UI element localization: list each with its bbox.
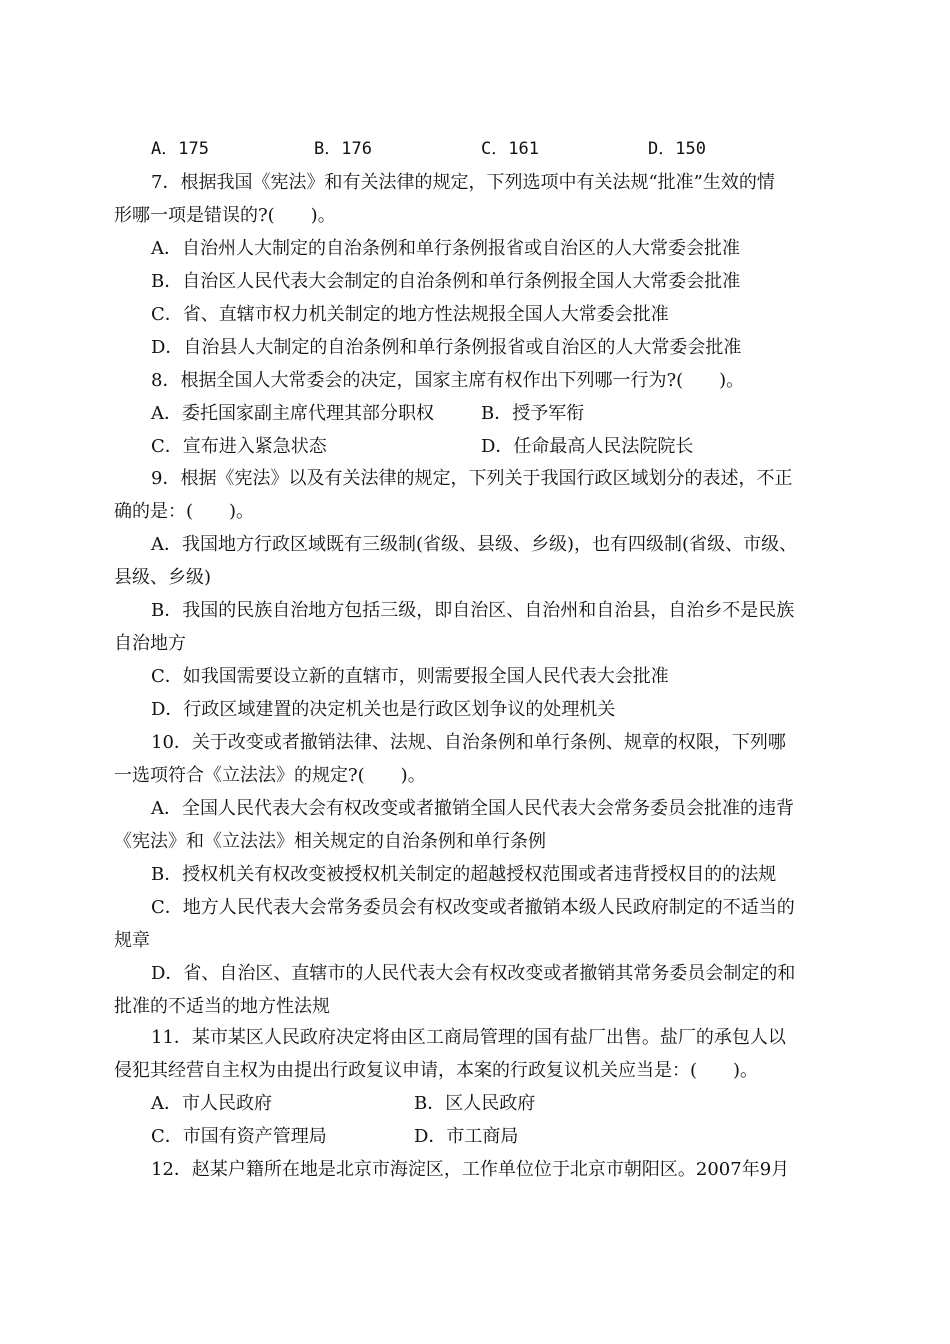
q6-options xyxy=(0,133,950,166)
q10-question-line-2: 一选项符合《立法法》的规定?( )。 xyxy=(114,765,426,786)
q9-option-a-line-1: A．我国地方行政区域既有三级制(省级、县级、乡级)，也有四级制(省级、市级、 xyxy=(151,534,798,555)
q10-option-a-line-1: A．全国人民代表大会有权改变或者撤销全国人民代表大会常务委员会批准的违背 xyxy=(151,798,794,819)
q7-question-line-2: 形哪一项是错误的?( )。 xyxy=(114,205,336,226)
q11-option-c: C．市国有资产管理局 xyxy=(151,1126,327,1147)
q8-option-a: A．委托国家副主席代理其部分职权 xyxy=(151,403,434,424)
q11-options-row-1 xyxy=(0,1087,950,1120)
q10-option-c-line-2: 规章 xyxy=(114,930,150,951)
q10-option-d-line-2: 批准的不适当的地方性法规 xyxy=(114,996,330,1017)
q8-option-b: B．授予军衔 xyxy=(481,403,585,424)
q11-question-line-1: 11．某市某区人民政府决定将由区工商局管理的国有盐厂出售。盐厂的承包人以 xyxy=(151,1027,786,1048)
q10-question-line-1: 10．关于改变或者撤销法律、法规、自治条例和单行条例、规章的权限，下列哪 xyxy=(151,732,786,753)
q8-option-d: D．任命最高人民法院院长 xyxy=(481,436,694,457)
q11-options-row-2 xyxy=(0,1120,950,1153)
q10-option-d-line-1: D．省、自治区、直辖市的人民代表大会有权改变或者撤销其常务委员会制定的和 xyxy=(151,963,796,984)
q10-option-b: B．授权机关有权改变被授权机关制定的超越授权范围或者违背授权目的的法规 xyxy=(151,864,777,885)
q9-option-a-line-2: 县级、乡级) xyxy=(114,567,212,588)
q11-option-b: B．区人民政府 xyxy=(414,1093,536,1114)
q8-option-c: C．宣布进入紧急状态 xyxy=(151,436,327,457)
q7-option-c: C．省、直辖市权力机关制定的地方性法规报全国人大常委会批准 xyxy=(151,304,669,325)
q8-question-line-1: 8．根据全国人大常委会的决定，国家主席有权作出下列哪一行为?( )。 xyxy=(151,370,745,391)
q8-options-row-2 xyxy=(0,430,950,463)
q6-option-a: A．175 xyxy=(151,139,209,159)
q9-question-line-2: 确的是：( )。 xyxy=(114,501,255,522)
q9-option-b-line-2: 自治地方 xyxy=(114,633,186,654)
q9-option-b-line-1: B．我国的民族自治地方包括三级，即自治区、自治州和自治县，自治乡不是民族 xyxy=(151,600,795,621)
q9-option-d: D．行政区域建置的决定机关也是行政区划争议的处理机关 xyxy=(151,699,616,720)
q9-option-c: C．如我国需要设立新的直辖市，则需要报全国人民代表大会批准 xyxy=(151,666,669,687)
q7-option-d: D．自治县人大制定的自治条例和单行条例报省或自治区的人大常委会批准 xyxy=(151,337,742,358)
q10-option-c-line-1: C．地方人民代表大会常务委员会有权改变或者撤销本级人民政府制定的不适当的 xyxy=(151,897,795,918)
q7-option-a: A．自治州人大制定的自治条例和单行条例报省或自治区的人大常委会批准 xyxy=(151,238,740,259)
q11-option-a: A．市人民政府 xyxy=(151,1093,272,1114)
q11-option-d: D．市工商局 xyxy=(414,1126,519,1147)
q6-option-d: D．150 xyxy=(648,139,706,159)
q10-option-a-line-2: 《宪法》和《立法法》相关规定的自治条例和单行条例 xyxy=(114,831,546,852)
q7-option-b: B．自治区人民代表大会制定的自治条例和单行条例报全国人大常委会批准 xyxy=(151,271,741,292)
q8-options-row-1 xyxy=(0,397,950,430)
q6-option-c: C．161 xyxy=(481,139,539,159)
q9-question-line-1: 9．根据《宪法》以及有关法律的规定，下列关于我国行政区域划分的表述，不正 xyxy=(151,468,793,489)
q7-question-line-1: 7．根据我国《宪法》和有关法律的规定，下列选项中有关法规“批准”生效的情 xyxy=(151,172,775,193)
q6-option-b: B．176 xyxy=(314,139,372,159)
q12-question-line-1: 12．赵某户籍所在地是北京市海淀区，工作单位位于北京市朝阳区。2007年9月 xyxy=(151,1159,790,1180)
q11-question-line-2: 侵犯其经营自主权为由提出行政复议申请，本案的行政复议机关应当是：( )。 xyxy=(114,1060,759,1081)
